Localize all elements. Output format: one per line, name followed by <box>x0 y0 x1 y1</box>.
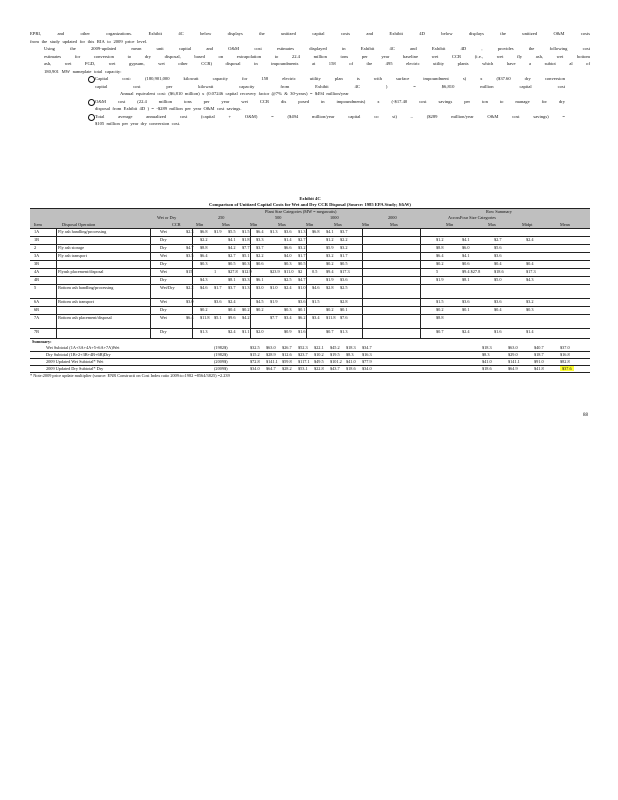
summary-value: $18.3 <box>482 345 492 350</box>
table-cell: $17.3 <box>340 269 350 274</box>
row-ccr: Wet <box>160 315 167 320</box>
table-cell: $0.5 <box>340 261 348 266</box>
row-ccr: Wet/Dry <box>160 285 175 290</box>
table-cell: 0.5 <box>312 269 318 274</box>
table-cell: $0.3 <box>200 261 208 266</box>
table-cell: $2 <box>298 269 303 274</box>
table-cell: $3.2 <box>298 245 306 250</box>
rule <box>306 228 307 338</box>
table-cell: $2.7 <box>228 253 236 258</box>
table-cell: $6.4 <box>256 229 264 234</box>
summary-value: $8.3 <box>346 352 354 357</box>
table-cell: $2.0 <box>256 329 264 334</box>
summary-value: $34.0 <box>250 366 260 371</box>
row-ccr: Dry <box>160 307 167 312</box>
table-cell: $1.3 <box>340 329 348 334</box>
table-cell: $6.4 <box>186 315 194 320</box>
summary-row-label: Dry Subtotal (1B+2+3B+4B+6B)Dry <box>46 352 111 357</box>
table-cell: $0.5 <box>298 261 306 266</box>
row-item: 3A <box>34 253 40 258</box>
summary-cell: $6.0 <box>462 245 470 250</box>
summary-value: $34.7 <box>362 345 372 350</box>
table-cell: $3.2 <box>326 253 334 258</box>
table-note: * Note:2009 price update multiplier (source: ENR Constructi on Cost Index ratio 2009:to:1982 =8564/3825) =2.239 <box>30 373 230 378</box>
col-header-op: Disposal Operation <box>62 221 96 227</box>
paragraph-line: ash, wet FGD, wet gypsum, wet other CCR) disposal in impoundments at 158 of the 495 electric utility plants which have a subtot al of <box>44 61 590 66</box>
table-cell: $3.7 <box>340 229 348 234</box>
col-header-item: Item <box>34 221 42 227</box>
table-cell: $3.2 <box>340 245 348 250</box>
table-cell: $9.6 <box>228 315 236 320</box>
summary-value: $53.1 <box>298 366 308 371</box>
table-cell: $1.3 <box>298 229 306 234</box>
table-cell: $3.7 <box>228 285 236 290</box>
table-cell: $1.9 <box>326 277 334 282</box>
table-cell: $2.2 <box>186 285 194 290</box>
summary-value: $82.8 <box>560 359 570 364</box>
summary-value: $23.7 <box>298 352 308 357</box>
table-cell: $3.0 <box>256 285 264 290</box>
row-operation: Fly ash handling/processing <box>58 229 107 234</box>
summary-value: $28.9 <box>266 352 276 357</box>
table-cell: $2.2 <box>256 253 264 258</box>
row-summary-header: Row Summary <box>486 209 512 214</box>
summary-value: $40.7 <box>534 345 544 350</box>
table-cell: $2.5 <box>340 285 348 290</box>
summary-value: $18.6 <box>482 366 492 371</box>
rule <box>30 358 590 359</box>
col-header-minmax: Max <box>222 221 230 227</box>
table-cell: $1.5 <box>312 299 320 304</box>
summary-row-label: Wet Subtotal (1A+3A+4A+5+6A+7A)Wet <box>46 345 120 350</box>
row-item: 7B <box>34 329 40 334</box>
row-item: 7A <box>34 315 40 320</box>
table-cell: $12.9 <box>242 269 252 274</box>
summary-value: $59.8 <box>282 359 292 364</box>
table-cell: $0.5 <box>228 261 236 266</box>
col-header-minmax: Max <box>390 221 398 227</box>
summary-cell: $5.6 <box>494 245 502 250</box>
table-cell: $2.5 <box>284 277 292 282</box>
table-cell: $1.7 <box>214 285 222 290</box>
summary-row-year: (1982$) <box>214 345 228 350</box>
rule <box>420 228 421 338</box>
row-ccr: Wet <box>160 229 167 234</box>
summary-cell: $3.6 <box>462 299 470 304</box>
table-cell: $0.2 <box>200 307 208 312</box>
col-header-minmax: Min <box>362 221 370 227</box>
summary-value: $49.5 <box>314 359 324 364</box>
rule <box>30 338 590 339</box>
sub-bullet-line: Capital cost: (180,901,000 kilowatt capacity for 158 electric utility plan ts with surface impoundment s) x ($37.60 dry conversion <box>95 76 565 81</box>
rule <box>56 228 57 338</box>
table-cell: $4.1 <box>326 229 334 234</box>
table-cell: $4.0 <box>284 253 292 258</box>
summary-value: $117.1 <box>298 359 310 364</box>
rule <box>362 228 363 338</box>
summary-cell: $3.6 <box>494 253 502 258</box>
col-header-max: Max <box>488 221 496 227</box>
col-header-minmax: Max <box>334 221 342 227</box>
rule <box>30 328 590 329</box>
table-cell: $0.2 <box>256 307 264 312</box>
summary-cell: $17.3 <box>526 269 536 274</box>
table-cell: $5.1 <box>242 253 250 258</box>
row-item: 6B <box>34 307 40 312</box>
summary-value: $43.7 <box>330 366 340 371</box>
table-cell: $4.3 <box>200 277 208 282</box>
summary-cell: $1.6 <box>494 329 502 334</box>
col-header-mean: Mean <box>560 221 570 227</box>
table-cell: $1.3 <box>270 229 278 234</box>
rule <box>192 228 193 338</box>
summary-row-year: (2009$) <box>214 359 228 364</box>
table-cell: $15 <box>186 269 193 274</box>
summary-value: $41.0 <box>346 359 356 364</box>
row-item: 1A <box>34 229 40 234</box>
row-operation: Fly ash transport <box>58 253 87 258</box>
summary-cell: $9.4 $27.8 <box>462 269 481 274</box>
table-cell: $0.1 <box>340 307 348 312</box>
rule <box>30 260 590 261</box>
summary-value: $72.8 <box>250 359 260 364</box>
summary-value: $77.9 <box>362 359 372 364</box>
table-cell: $1.0 <box>298 285 306 290</box>
summary-cell: $0.1 <box>462 307 470 312</box>
summary-value: $63.0 <box>508 345 518 350</box>
table-cell: $1.9 <box>270 299 278 304</box>
sub-bullet-line: $105 million per year dry conversion cost. <box>95 121 181 126</box>
across-header: AcrossFour Size Categories <box>448 215 496 220</box>
summary-label: Summary: <box>32 339 52 344</box>
table-cell: $4.2 <box>228 245 236 250</box>
table-cell: $9.4 <box>326 269 334 274</box>
table-cell: $4.2 <box>242 315 250 320</box>
summary-cell: $1.5 <box>436 299 444 304</box>
col-header-minmax: Min <box>196 221 204 227</box>
rule <box>30 351 590 352</box>
page-number: 88 <box>583 413 588 418</box>
summary-cell: $8.8 <box>436 315 444 320</box>
paragraph-line: 180,901 MW nameplate total capacity: <box>44 68 122 74</box>
table-cell: $1.3 <box>200 329 208 334</box>
table-title: Comparison of Unitized Capital Costs for Wet and Dry CCR Disposal (Source: 1985 EPA Study; $/kW) <box>209 202 411 207</box>
summary-value: $32.5 <box>250 345 260 350</box>
paragraph-line: Using the 2009-updated mean unit capital and O&M cost estimates displayed in Exhibit 4C and Exhibit 4D , provides the following cost <box>44 46 590 51</box>
summary-value: $22.1 <box>314 345 324 350</box>
summary-value: $26.7 <box>282 345 292 350</box>
summary-value: $52.3 <box>298 345 308 350</box>
row-item: 5 <box>34 285 37 290</box>
table-cell: $6.1 <box>256 277 264 282</box>
col-header-minmax: Min <box>250 221 258 227</box>
table-cell: $5.5 <box>228 229 236 234</box>
row-ccr: Dry <box>160 329 167 334</box>
table-cell: $4.7 <box>298 277 306 282</box>
table-cell: $6.8 <box>200 229 208 234</box>
table-cell: $1.8 <box>242 237 250 242</box>
table-cell: $5.9 <box>326 245 334 250</box>
summary-cell: $1.2 <box>436 237 444 242</box>
table-cell: $6.6 <box>284 245 292 250</box>
summary-cell: $18.6 <box>494 269 504 274</box>
rule <box>150 228 151 338</box>
col-header-minmax: Min <box>306 221 314 227</box>
table-cell: $4.1 <box>228 237 236 242</box>
row-ccr: Wet <box>160 299 167 304</box>
table-cell: 1 <box>214 269 217 274</box>
summary-value: $41.8 <box>534 366 544 371</box>
table-cell: $7.7 <box>270 315 278 320</box>
summary-cell: $1.4 <box>526 329 534 334</box>
summary-cell: $3.2 <box>526 299 534 304</box>
rule <box>250 228 251 338</box>
summary-cell: $4.3 <box>526 277 534 282</box>
summary-row-label: 2009 Updated Dry Subtotal* Dry <box>46 366 104 371</box>
paragraph-line: EPRI, and other organizations. Exhibit 4C below displays the unitized capital costs and Exhibit 4D below displays the unitized O&M costs <box>30 31 590 36</box>
table-cell: $2.8 <box>340 299 348 304</box>
table-cell: $2.4 <box>228 329 236 334</box>
table-cell: $1.4 <box>284 237 292 242</box>
row-operation: Bottom ash placement/disposal <box>58 315 112 320</box>
row-operation: Fly ash storage <box>58 245 85 250</box>
table-cell: $7.7 <box>242 245 250 250</box>
row-ccr: Dry <box>160 245 167 250</box>
table-cell: $4.5 <box>256 299 264 304</box>
table-cell: $6.2 <box>298 315 306 320</box>
summary-row-year: (1982$) <box>214 352 228 357</box>
circle-bullet-icon <box>88 99 95 106</box>
table-cell: $0.2 <box>326 261 334 266</box>
table-cell: $0.3 <box>284 307 292 312</box>
rule <box>30 365 590 366</box>
summary-row-label: 2009 Updated Wet Subtotal* Wet <box>46 359 104 364</box>
summary-value: $19.5 <box>330 352 340 357</box>
summary-cell: 5 <box>436 269 439 274</box>
table-cell: $1.7 <box>340 253 348 258</box>
table-cell: $7.6 <box>340 315 348 320</box>
table-cell: $3.3 <box>256 237 264 242</box>
summary-value: $15.2 <box>250 352 260 357</box>
table-cell: $0.6 <box>256 261 264 266</box>
table-cell: $8.1 <box>228 277 236 282</box>
table-cell: $0.3 <box>242 261 250 266</box>
summary-cell: $2.7 <box>494 237 502 242</box>
exhibit-label: Exhibit 4C <box>299 196 321 201</box>
table-cell: $0.2 <box>242 307 250 312</box>
table-cell: $0.1 <box>298 307 306 312</box>
row-operation: Flyash placement/disposal <box>58 269 104 274</box>
summary-value: $18.7 <box>534 352 544 357</box>
row-item: 6A <box>34 299 40 304</box>
highlighted-mean-value: $37.6 <box>562 366 572 371</box>
paragraph-line: estimates for conversion to dry disposal, based on extrapolation to 22.4 million tons per year baseline wet CCR (i.e., wet fly ash, wet bottom <box>44 53 590 59</box>
wet-dry-header: Wet or Dry <box>157 215 177 220</box>
row-operation: Bottom ash handling/processing <box>58 285 114 290</box>
table-cell: $23.9 <box>270 269 280 274</box>
table-cell: $2.8 <box>326 285 334 290</box>
rule <box>30 208 590 209</box>
table-cell: $0.4 <box>228 307 236 312</box>
row-ccr: Dry <box>160 261 167 266</box>
summary-value: $16.8 <box>560 352 570 357</box>
summary-cell: $0.3 <box>526 307 534 312</box>
table-cell: $0.9 <box>284 329 292 334</box>
summary-cell: $0.4 <box>526 261 534 266</box>
table-cell: $8.8 <box>200 245 208 250</box>
table-cell: $3.6 <box>284 229 292 234</box>
summary-cell: $1.9 <box>436 277 444 282</box>
rule <box>30 306 590 307</box>
summary-cell: $5.0 <box>494 277 502 282</box>
summary-value: $37.0 <box>560 345 570 350</box>
summary-value: $64.7 <box>266 366 276 371</box>
summary-value: $18.6 <box>346 366 356 371</box>
summary-cell: $4.1 <box>462 237 470 242</box>
summary-value: $28.2 <box>282 366 292 371</box>
table-cell: $4.7 <box>186 245 194 250</box>
table-cell: $11.8 <box>200 315 210 320</box>
summary-cell: $0.6 <box>462 261 470 266</box>
table-cell: $27.8 <box>228 269 238 274</box>
sub-bullet-line: capital cost per kilowatt capacity from Exhibit 4C ) = $6,810 million capital cost <box>95 83 565 89</box>
table-cell: $6.4 <box>200 253 208 258</box>
col-header-min: Min <box>446 221 454 227</box>
table-cell: $3.6 <box>340 277 348 282</box>
table-cell: $2.2 <box>340 237 348 242</box>
summary-value: $141.1 <box>266 359 278 364</box>
row-ccr: Wet <box>160 269 167 274</box>
circle-bullet-icon <box>88 76 95 83</box>
table-cell: $4.6 <box>200 285 208 290</box>
table-cell: $3.7 <box>256 245 264 250</box>
summary-value: $12.6 <box>282 352 292 357</box>
table-cell: $1.6 <box>298 329 306 334</box>
size-col-header: 2000 <box>388 215 397 220</box>
summary-value: $63.0 <box>266 345 276 350</box>
table-cell: $3.4 <box>284 315 292 320</box>
table-cell: $2.4 <box>228 299 236 304</box>
circle-bullet-icon <box>88 114 95 121</box>
table-cell: $1.1 <box>242 329 250 334</box>
table-cell: $3.3 <box>242 277 250 282</box>
sub-bullet-line: O&M cost (22.4 million tons per year wet CCR dis posed in impoundments) x (-$17.40 cost savings per ton to manage for dry <box>95 98 565 104</box>
table-cell: $1.3 <box>242 285 250 290</box>
table-cell: $3.6 <box>214 299 222 304</box>
summary-cell: $3.6 <box>494 299 502 304</box>
size-col-header: 1000 <box>330 215 339 220</box>
table-cell: $3.4 <box>312 315 320 320</box>
table-cell: $4.6 <box>312 285 320 290</box>
table-cell: $0.2 <box>326 307 334 312</box>
summary-value: $45.2 <box>330 345 340 350</box>
rule <box>30 236 590 237</box>
table-cell: $1.5 <box>242 229 250 234</box>
row-item: 1B <box>34 237 40 242</box>
summary-value: $10.2 <box>314 352 324 357</box>
summary-value: $22.8 <box>314 366 324 371</box>
size-col-header: 500 <box>275 215 282 220</box>
table-cell: $3.5 <box>186 253 194 258</box>
table-cell: $11.0 <box>284 269 294 274</box>
table-cell: $2.2 <box>200 237 208 242</box>
summary-value: $64.9 <box>508 366 518 371</box>
paragraph-line: from the study updated for this RIA to 2009 price level. <box>30 38 148 44</box>
summary-cell: $0.2 <box>436 307 444 312</box>
summary-row-year: (2009$) <box>214 366 228 371</box>
summary-cell: $8.1 <box>462 277 470 282</box>
table-cell: $5.1 <box>214 315 222 320</box>
summary-cell: $2.4 <box>462 329 470 334</box>
table-cell: $2.7 <box>298 237 306 242</box>
col-header-minmax: Max <box>278 221 286 227</box>
summary-value: $8.3 <box>482 352 490 357</box>
summary-cell: $4.1 <box>462 253 470 258</box>
sub-bullet-line: disposal from Exhibit 4D ) = -$289 million per year O&M cost savings. <box>95 106 242 111</box>
summary-value: $16.3 <box>362 352 372 357</box>
sub-bullet-line: Total average annualized cost (capital + O&M) = ($494 million/year capital co st) – ($289 million/year O&M cost savings) = <box>95 113 565 119</box>
col-header-midpt: Midpt <box>522 221 533 227</box>
row-item: 3B <box>34 261 40 266</box>
row-item: 4A <box>34 269 40 274</box>
table-cell: $1.9 <box>214 229 222 234</box>
summary-cell: $0.4 <box>494 307 502 312</box>
summary-cell: $0.7 <box>436 329 444 334</box>
rule <box>30 276 590 277</box>
summary-cell: $0.2 <box>436 261 444 266</box>
row-item: 2 <box>34 245 37 250</box>
table-cell: $1.0 <box>270 285 278 290</box>
table-cell: $6.8 <box>312 229 320 234</box>
summary-cell: $6.4 <box>436 253 444 258</box>
summary-cell: $8.8 <box>436 245 444 250</box>
col-header-ccr: CCR <box>172 221 181 227</box>
plant-size-header: Plant Size Categories (MW = megawatts) <box>265 209 337 214</box>
table-cell: $11.8 <box>326 315 336 320</box>
table-cell: $3.6 <box>298 299 306 304</box>
summary-value: $141.1 <box>508 359 520 364</box>
row-item: 4B <box>34 277 40 282</box>
table-cell: $0.7 <box>326 329 334 334</box>
table-cell: $0.3 <box>284 261 292 266</box>
size-col-header: 250 <box>218 215 225 220</box>
row-ccr: Dry <box>160 277 167 282</box>
table-cell: $3.0 <box>186 299 194 304</box>
summary-value: $91.0 <box>534 359 544 364</box>
table-cell: $1.7 <box>298 253 306 258</box>
row-operation: Bottom ash transport <box>58 299 95 304</box>
summary-value: $34.0 <box>362 366 372 371</box>
table-cell: $1.2 <box>326 237 334 242</box>
row-ccr: Wet <box>160 253 167 258</box>
row-ccr: Dry <box>160 237 167 242</box>
summary-value: $18.3 <box>346 345 356 350</box>
summary-value: $29.0 <box>508 352 518 357</box>
summary-cell: $2.4 <box>526 237 534 242</box>
summary-value: $41.0 <box>482 359 492 364</box>
sub-bullet-line: Annual equivalent cost: ($6,810 million) x (0.07246 capital recovery factor @7% & 30-years) = $494 million/year <box>120 91 349 96</box>
table-cell: $2.3 <box>186 229 194 234</box>
table-cell: $2.4 <box>284 285 292 290</box>
summary-value: $101.2 <box>330 359 342 364</box>
summary-cell: $0.4 <box>494 261 502 266</box>
